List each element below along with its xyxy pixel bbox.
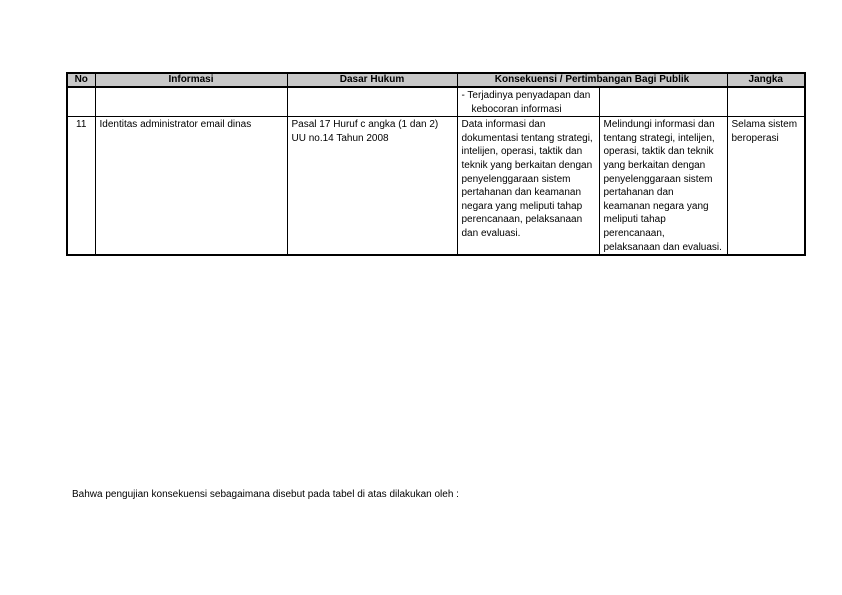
cell-no [67,87,95,117]
cell-pertimbangan [599,117,727,255]
cell-informasi: Identitas administrator email dinas [95,117,287,255]
cell-line: meliputi tahap [603,214,666,226]
cell-line: penyelenggaraan sistem [461,173,571,185]
cell-line: Data informasi dan [461,119,546,131]
header-no: No [67,73,95,87]
cell-line: - Terjadinya penyadapan dan [461,90,591,101]
cell-line: dan evaluasi. [461,227,521,239]
footer-paragraph: Bahwa pengujian konsekuensi sebagaimana disebut pada tabel di atas dilakukan oleh : [72,489,459,500]
table-row-11 [67,117,805,255]
header-dasar-hukum: Dasar Hukum [287,73,457,87]
cell-line: kebocoran informasi [471,103,562,115]
classification-table [66,72,806,256]
cell-line: dokumentasi tentang strategi, [461,132,593,144]
cell-pertimbangan [599,87,727,117]
cell-line: yang berkaitan dengan [603,159,706,171]
cell-line: pertahanan dan keamanan [461,187,582,199]
cell-line: Selama sistem [731,119,798,131]
cell-line: beroperasi [731,132,779,144]
cell-dasar-hukum [287,87,457,117]
cell-line: tentang strategi, intelijen, [603,132,715,144]
cell-line: keamanan negara yang [603,200,709,212]
cell-line: UU no.14 Tahun 2008 [291,132,389,144]
table-header-row [67,73,805,87]
cell-line: perencanaan, pelaksanaan [461,214,583,226]
cell-line: teknik yang berkaitan dengan [461,159,593,171]
cell-informasi [95,87,287,117]
cell-dasar-hukum [287,117,457,255]
cell-jangka [727,117,805,255]
cell-no: 11 [67,117,95,255]
cell-line: operasi, taktik dan teknik [603,146,714,158]
cell-line: perencanaan, [603,227,665,239]
header-jangka: Jangka [727,73,805,87]
cell-konsekuensi [457,117,599,255]
cell-line: intelijen, operasi, taktik dan [461,146,583,158]
cell-line: pelaksanaan dan evaluasi. [603,241,722,253]
header-informasi: Informasi [95,73,287,87]
table-row-continued [67,87,805,117]
header-konsekuensi: Konsekuensi / Pertimbangan Bagi Publik [457,73,727,87]
cell-line: Melindungi informasi dan [603,119,715,131]
cell-line: pertahanan dan [603,187,674,199]
cell-konsekuensi [457,87,599,117]
konsekuensi-bullet [462,89,595,116]
cell-line: Pasal 17 Huruf c angka (1 dan 2) [291,119,439,131]
cell-line: penyelenggaraan sistem [603,173,713,185]
cell-line: negara yang meliputi tahap [461,200,583,212]
cell-jangka [727,87,805,117]
